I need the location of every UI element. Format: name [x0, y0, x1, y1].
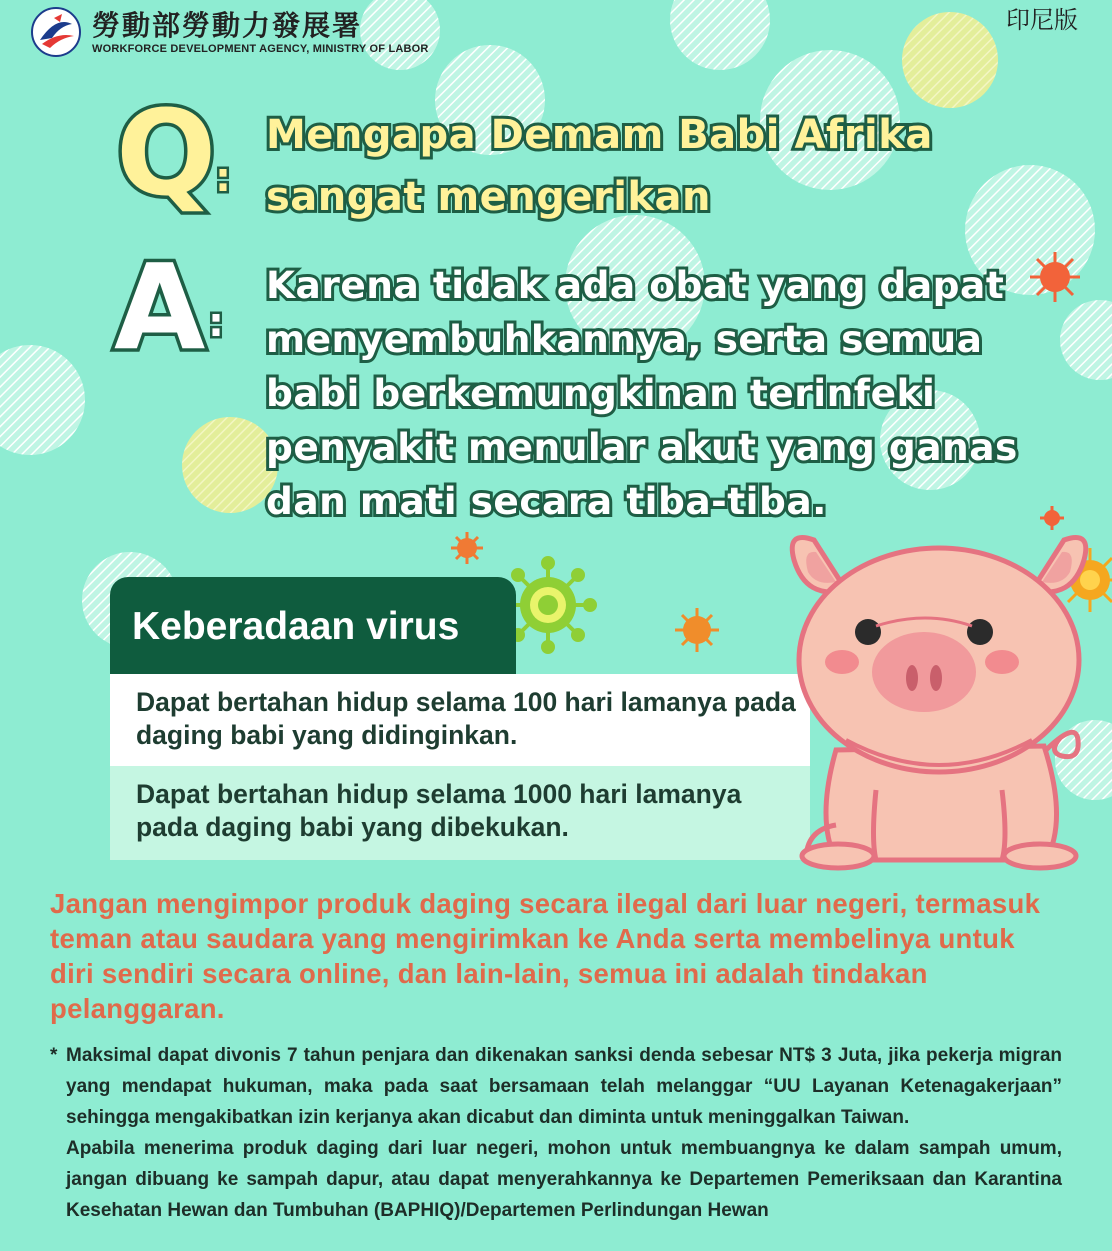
warning-text: Jangan mengimpor produk daging secara ilegal dari luar negeri, termasuk teman atau saudara yang mengirimkan ke Anda serta membelinya untuk diri sendiri secara online, dan lain-lain, semua ini adalah tindakan pelanggaran. [50, 888, 1041, 1024]
virus-icon [451, 532, 483, 564]
virus-panel-row-text: Dapat bertahan hidup selama 1000 hari lamanya pada daging babi yang dibekukan. [136, 779, 742, 842]
virus-panel-row [110, 674, 810, 766]
answer-text: Karena tidak ada obat yang dapat menyembuhkannya, serta semua babi berkemungkinan terinfeki penyakit menular akut yang ganas dan mati secara tiba-tiba. [266, 263, 1018, 523]
org-name-en: WORKFORCE DEVELOPMENT AGENCY, MINISTRY OF LABOR [92, 43, 429, 55]
note-item [50, 1040, 1062, 1133]
a-letter: A [114, 238, 206, 376]
question-text: Mengapa Demam Babi Afrika sangat mengerikan [266, 112, 933, 220]
org-name-cn: 勞動部勞動力發展署 [92, 9, 363, 42]
q-letter: Q [116, 84, 217, 222]
note-text: Maksimal dapat divonis 7 tahun penjara dan dikenakan sanksi denda sebesar NT$ 3 Juta, jika pekerja migran yang mendapat hukuman, maka pada saat bersamaan telah melanggar “UU Layanan Ketenagakerjaan” sehingga mengakibatkan izin kerjanya akan dicabut dan diminta untuk meninggalkan Taiwan. [66, 1045, 1062, 1128]
note-text: Apabila menerima produk daging dari luar negeri, mohon untuk membuangnya ke dalam sampah umum, jangan dibuang ke sampah dapur, atau dapat menyerahkannya ke Departemen Pemeriksaan dan Karantina Kesehatan Hewan dan Tumbuhan (BAPHIQ)/Departemen Perlindungan Hewan [66, 1138, 1062, 1221]
q-colon: : [215, 155, 231, 201]
agency-logo-icon [30, 6, 82, 58]
notes [50, 1040, 1062, 1226]
note-asterisk: * [50, 1045, 58, 1066]
virus-panel-row-text: Dapat bertahan hidup selama 100 hari lamanya pada daging babi yang didinginkan. [136, 687, 796, 750]
a-colon: : [208, 300, 224, 346]
virus-panel-header [110, 577, 516, 674]
note-item [50, 1133, 1062, 1226]
pig-illustration [776, 520, 1102, 872]
virus-icon [675, 608, 719, 652]
virus-panel-heading: Keberadaan virus [132, 605, 460, 648]
version-label: 印尼版 [1006, 6, 1078, 34]
virus-panel-row [110, 766, 810, 860]
